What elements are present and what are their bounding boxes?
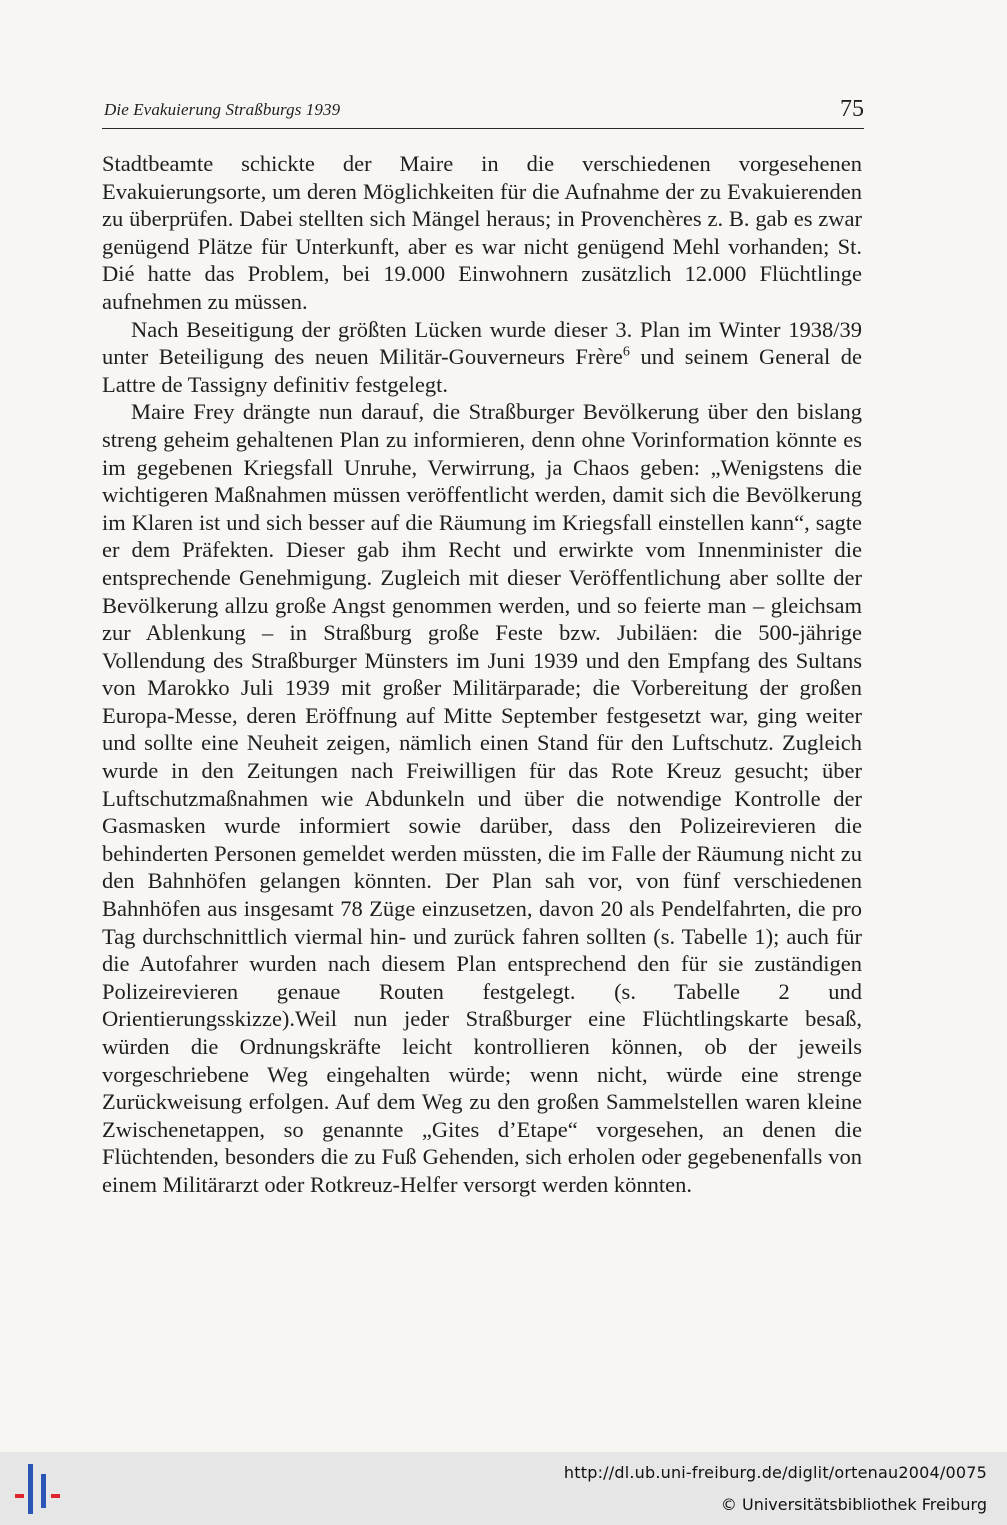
body-text bbox=[102, 150, 862, 1199]
paragraph-3: Maire Frey drängte nun darauf, die Straßburger Bevölkerung über den bislang streng geheim gehaltenen Plan zu informieren, denn ohne Vorinformation könnte es im gegebenen Kriegsfall Unruhe, Verwirrung, ja Chaos geben: „Wenigstens die wichtigeren Maßnahmen müssen veröffentlicht werden, damit sich die Bevölkerung im Klaren ist und sich besser auf die Räumung im Kriegsfall einstellen kann“, sagte er dem Präfekten. Dieser gab ihm Recht und erwirkte vom Innenminister die entsprechende Genehmigung. Zugleich mit dieser Veröffentlichung aber sollte der Bevölkerung allzu große Angst genommen werden, und so feierte man – gleichsam zur Ablenkung – in Straßburg große Feste bzw. Jubiläen: die 500-jährige Vollendung des Straßburger Münsters im Juni 1939 und den Empfang des Sultans von Marokko Juli 1939 mit großer Militärparade; die Vorbereitung der großen Europa-Messe, deren Eröffnung auf Mitte September festgesetzt war, ging weiter und sollte eine Neuheit zeigen, nämlich einen Stand für den Luftschutz. Zugleich wurde in den Zeitungen nach Freiwilligen für das Rote Kreuz gesucht; über Luftschutzmaßnahmen wie Abdunkeln und über die notwendige Kontrolle der Gasmasken wurde informiert sowie darüber, dass den Polizeirevieren die behinderten Personen gemeldet werden müssten, die im Falle der Räumung nicht zu den Bahnhöfen gelangen könnten. Der Plan sah vor, von fünf verschiedenen Bahnhöfen aus insgesamt 78 Züge einzusetzen, davon 20 als Pendelfahrten, die pro Tag durchschnittlich viermal hin- und zurück fahren sollten (s. Tabelle 1); auch für die Autofahrer wurden nach diesem Plan entsprechend den für sie zuständigen Polizeirevieren genaue Routen festgelegt. (s. Tabelle 2 und Orientierungsskizze).Weil nun jeder Straßburger eine Flüchtlingskarte besaß, würden die Ordnungskräfte leicht kontrollieren können, ob der jeweils vorgeschriebene Weg eingehalten würde; wenn nicht, würde eine strenge Zurückweisung erfolgen. Auf dem Weg zu den großen Sammelstellen waren kleine Zwischenetappen, so genannte „Gites d’Etape“ vorgesehen, an denen die Flüchtenden, besonders die zu Fuß Gehenden, sich erholen oder gegebenenfalls von einem Militärarzt oder Rotkreuz-Helfer versorgt werden könnten. bbox=[102, 399, 862, 1197]
paragraph-2-text-before: Nach Beseitigung der größten Lücken wurde dieser 3. Plan im Winter 1938/39 unter Beteiligung des neuen Militär-Gouverneurs Frère bbox=[102, 316, 862, 370]
paragraph-2 bbox=[102, 316, 862, 399]
paragraph-2-text-after: und seinem General de Lattre de Tassigny definitiv festgelegt. bbox=[102, 344, 862, 397]
page-header bbox=[102, 96, 864, 129]
copyright-notice: © Universitätsbibliothek Freiburg bbox=[720, 1495, 987, 1514]
page-number: 75 bbox=[840, 96, 864, 122]
permalink-url[interactable]: http://dl.ub.uni-freiburg.de/diglit/ortenau2004/0075 bbox=[563, 1463, 987, 1482]
running-title: Die Evakuierung Straßburgs 1939 bbox=[104, 100, 341, 119]
ub-freiburg-logo-icon bbox=[13, 1464, 63, 1514]
footnote-marker: 6 bbox=[622, 344, 630, 360]
library-footer bbox=[0, 1452, 1007, 1525]
paragraph-1: Stadtbeamte schickte der Maire in die verschiedenen vorgesehenen Evakuierungsorte, um deren Möglichkeiten für die Aufnahme der zu Evakuierenden zu überprüfen. Dabei stellten sich Mängel heraus; in Provenchères z. B. gab es zwar genügend Plätze für Unterkunft, aber es war nicht genügend Mehl vorhanden; St. Dié hatte das Problem, bei 19.000 Einwohnern zusätzlich 12.000 Flüchtlinge aufnehmen zu müssen. bbox=[102, 151, 862, 314]
